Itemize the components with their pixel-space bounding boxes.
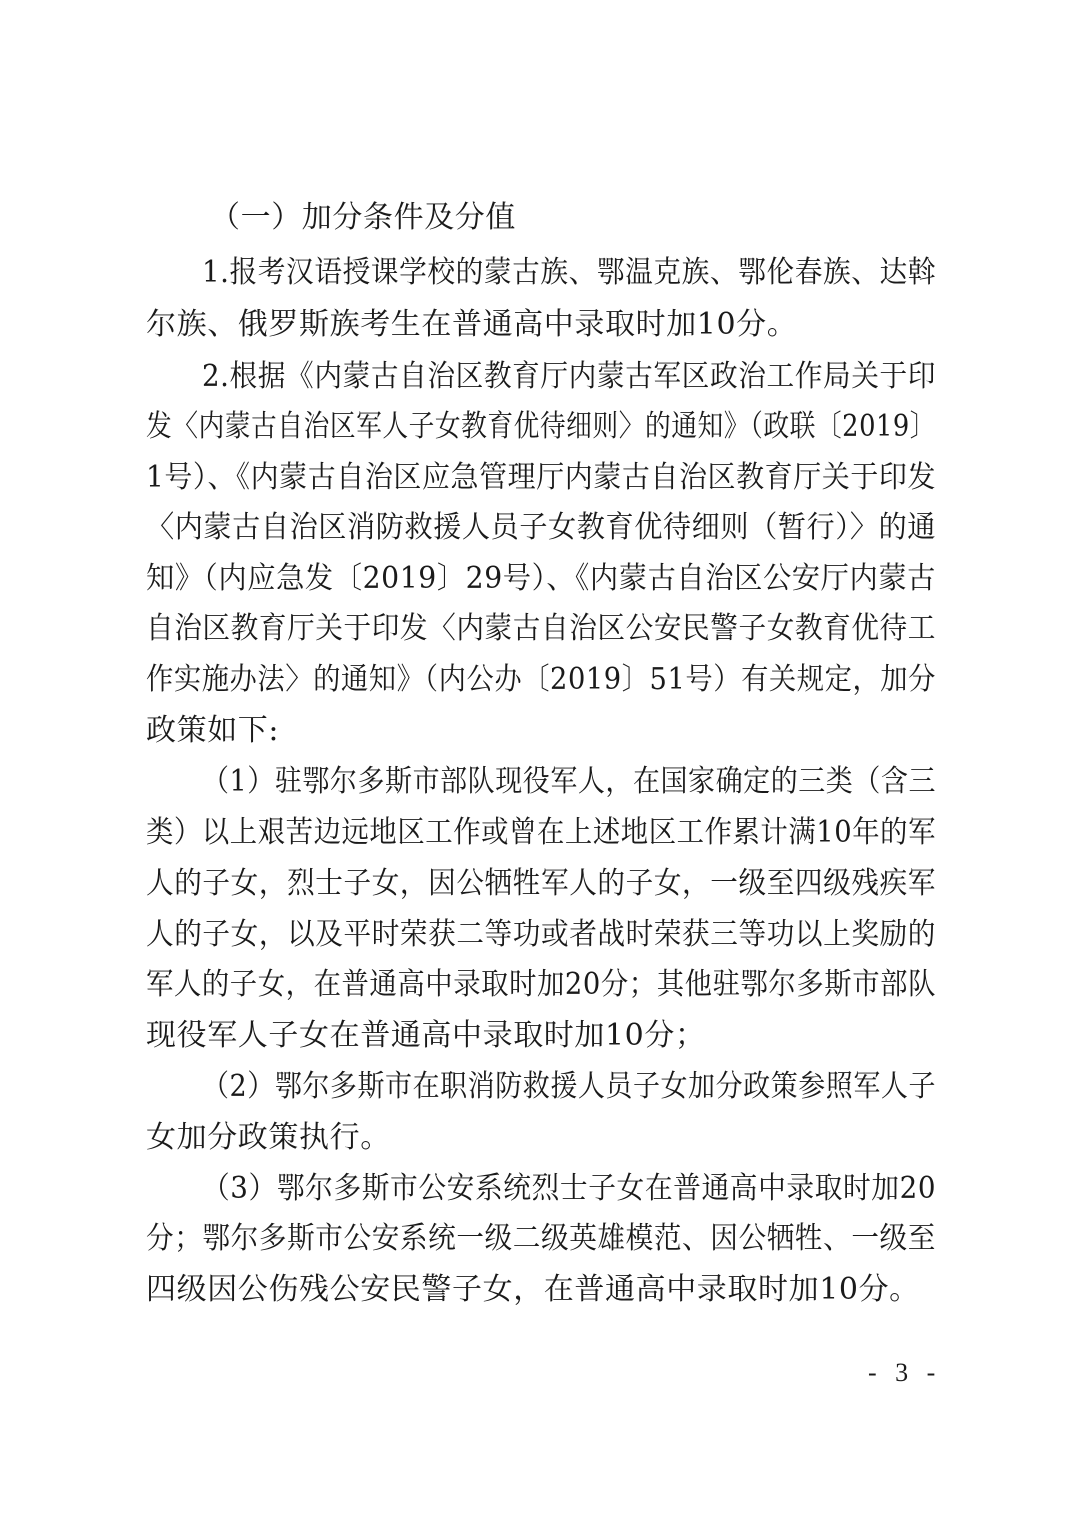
section-heading: （一）加分条件及分值 bbox=[210, 200, 516, 235]
item-1-line-5: 军人的子女，在普通高中录取时加20分；其他驻鄂尔多斯市部队 bbox=[146, 967, 937, 1002]
paragraph-1-line-1: 1.报考汉语授课学校的蒙古族、鄂温克族、鄂伦春族、达斡 bbox=[202, 255, 937, 290]
paragraph-2-line-4: 〈内蒙古自治区消防救援人员子女教育优待细则（暂行）〉的通 bbox=[146, 510, 937, 545]
item-1-line-6: 现役军人子女在普通高中录取时加10分； bbox=[146, 1018, 706, 1053]
item-2-line-1: （2）鄂尔多斯市在职消防救援人员子女加分政策参照军人子 bbox=[202, 1069, 937, 1104]
item-3-line-1: （3）鄂尔多斯市公安系统烈士子女在普通高中录取时加20 bbox=[202, 1171, 937, 1206]
paragraph-2-line-2: 发〈内蒙古自治区军人子女教育优待细则〉的通知》（政联〔2019〕 bbox=[146, 409, 937, 444]
item-3-line-3: 四级因公伤残公安民警子女，在普通高中录取时加10分。 bbox=[146, 1272, 920, 1307]
item-2-line-2: 女加分政策执行。 bbox=[146, 1120, 391, 1155]
paragraph-2-line-7: 作实施办法〉的通知》（内公办〔2019〕51号）有关规定，加分 bbox=[146, 662, 936, 697]
item-1-line-1: （1）驻鄂尔多斯市部队现役军人，在国家确定的三类（含三 bbox=[202, 764, 937, 799]
item-1-line-3: 人的子女，烈士子女，因公牺牲军人的子女，一级至四级残疾军 bbox=[146, 866, 936, 901]
paragraph-1-line-2: 尔族、俄罗斯族考生在普通高中录取时加10分。 bbox=[146, 307, 798, 342]
paragraph-2-line-5: 知》（内应急发〔2019〕29号）、《内蒙古自治区公安厅内蒙古 bbox=[146, 561, 937, 596]
page-number: - 3 - bbox=[868, 1358, 942, 1387]
item-1-line-2: 类）以上艰苦边远地区工作或曾在上述地区工作累计满10年的军 bbox=[146, 815, 937, 850]
paragraph-2-line-8: 政策如下: bbox=[146, 713, 280, 748]
paragraph-2-line-3: 1号）、《内蒙古自治区应急管理厅内蒙古自治区教育厅关于印发 bbox=[146, 460, 937, 495]
paragraph-2-line-1: 2.根据《内蒙古自治区教育厅内蒙古军区政治工作局关于印 bbox=[202, 359, 937, 394]
item-3-line-2: 分；鄂尔多斯市公安系统一级二级英雄模范、因公牺牲、一级至 bbox=[146, 1221, 936, 1256]
item-1-line-4: 人的子女，以及平时荣获二等功或者战时荣获三等功以上奖励的 bbox=[146, 917, 936, 952]
paragraph-2-line-6: 自治区教育厅关于印发〈内蒙古自治区公安民警子女教育优待工 bbox=[146, 611, 936, 646]
